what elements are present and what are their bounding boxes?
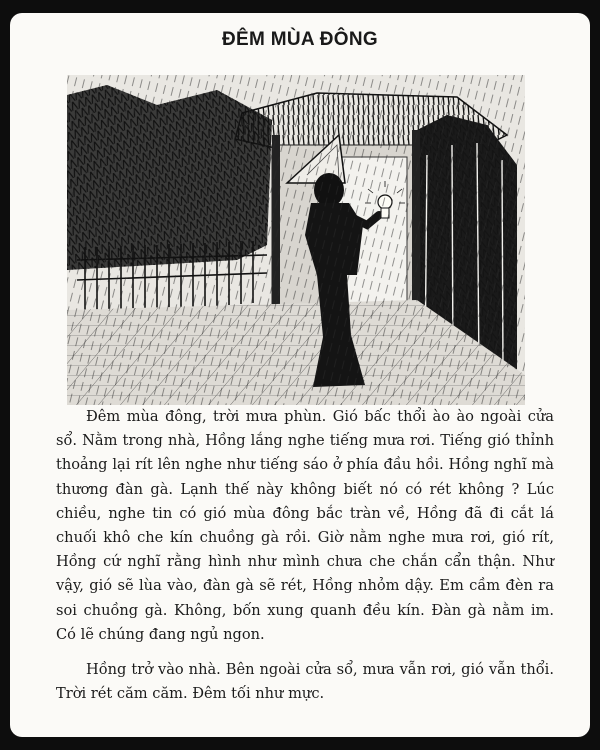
page-title: ĐÊM MÙA ĐÔNG bbox=[222, 29, 378, 50]
textbook-page bbox=[10, 13, 590, 737]
paragraph: Hồng trở vào nhà. Bên ngoài cửa sổ, mưa vẫn rơi, gió vẫn thổi. Trời rét căm căm. Đêm tối như mực. bbox=[56, 661, 554, 703]
story-text bbox=[56, 405, 554, 706]
paragraph: Đêm mùa đông, trời mưa phùn. Gió bấc thổi ào ào ngoài cửa sổ. Nằm trong nhà, Hồng lắng nghe tiếng mưa rơi. Tiếng gió thỉnh thoảng lại rít lên nghe như tiếng sáo ở phía đầu hồi. Hồng nghĩ mà thương đàn gà. Lạnh thế này không biết nó có rét không ? Lúc chiều, nghe tin có gió mùa đông bắc tràn về, Hồng đã đi cắt lá chuối khô che kín chuồng gà rồi. Giờ nằm nghe mưa rơi, gió rít, Hồng cứ nghĩ rằng hình như mình chưa che chắn cẩn thận. Như vậy, gió sẽ lùa vào, đàn gà sẽ rét, Hồng nhỏm dậy. Em cầm đèn ra soi chuồng gà. Không, bốn xung quanh đều kín. Đàn gà nằm im. Có lẽ chúng đang ngủ ngon. bbox=[56, 408, 554, 643]
illustration-girl-with-lamp-in-rain bbox=[67, 75, 525, 405]
